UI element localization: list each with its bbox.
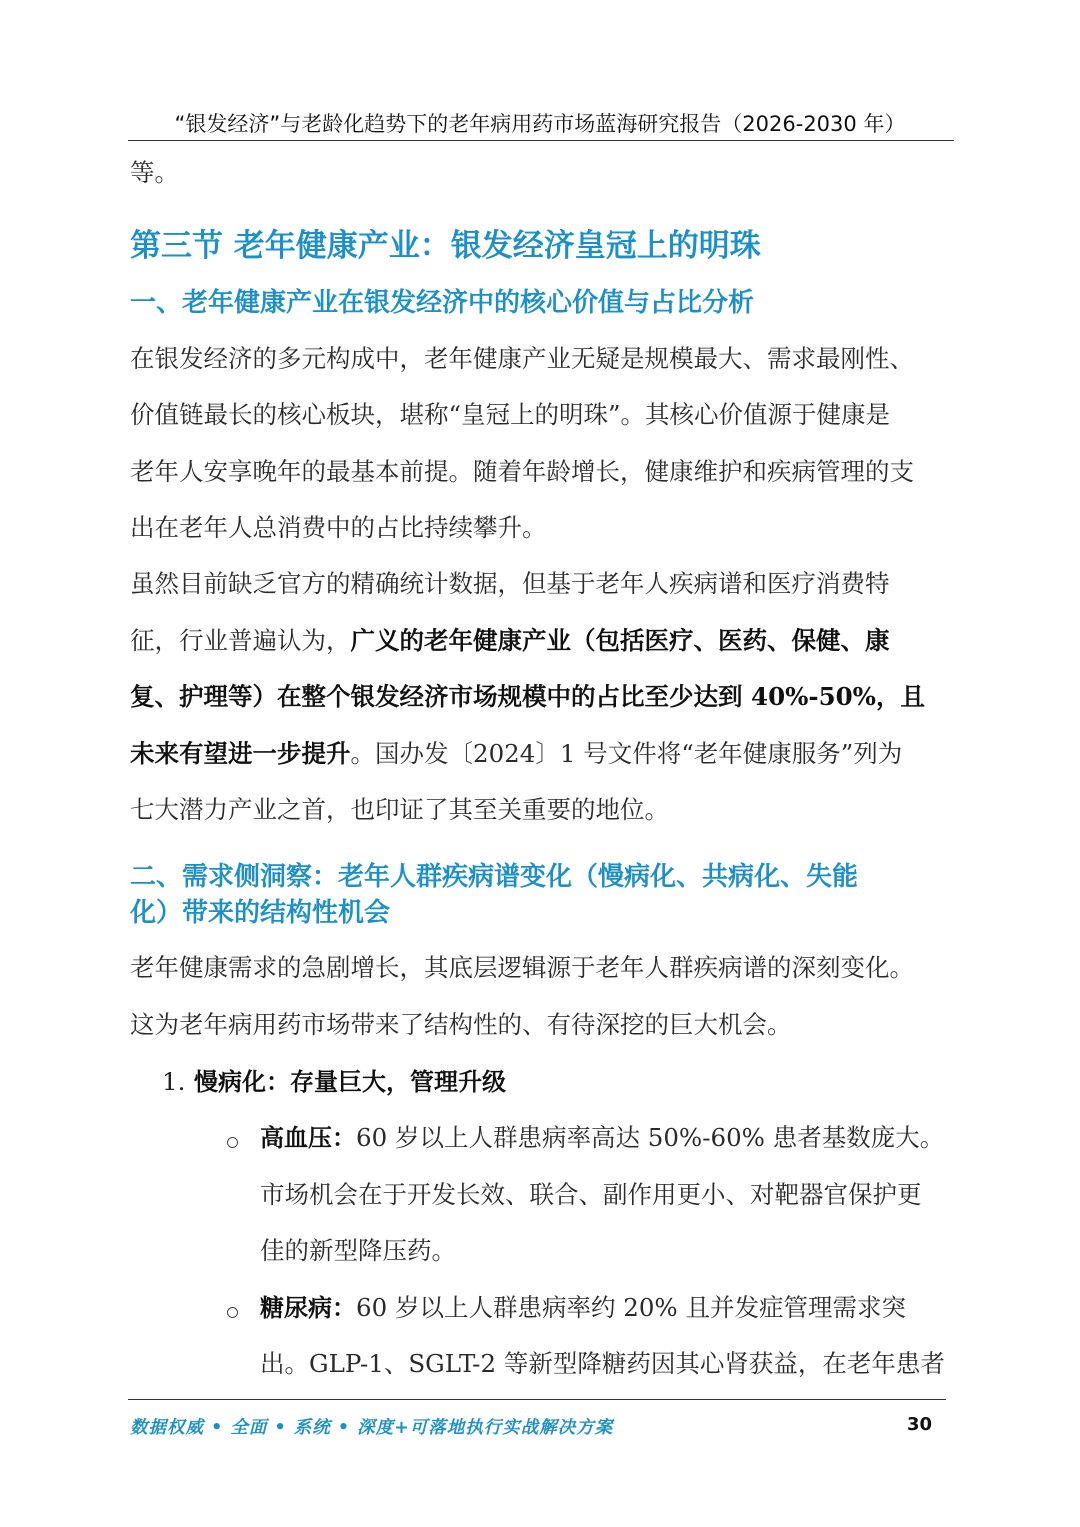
paragraph-3-line-2: 这为老年病用药市场带来了结构性的、有待深挖的巨大机会。 xyxy=(130,1010,792,1039)
subsection-1-title: 一、老年健康产业在银发经济中的核心价值与占比分析 xyxy=(130,288,755,318)
subsection-2-title-line-1: 二、需求侧洞察：老年人群疾病谱变化（慢病化、共病化、失能 xyxy=(130,862,859,892)
bullet-circle-icon xyxy=(227,1307,238,1318)
bullet-1-line-1 xyxy=(260,1110,944,1166)
bullet-2-line-2: 出。GLP-1、SGLT-2 等新型降糖药因其心肾获益，在老年患者 xyxy=(260,1349,945,1378)
paragraph-1-line-4: 出在老年人总消费中的占比持续攀升。 xyxy=(130,513,547,542)
bullet-1-line-1-text: 60 岁以上人群患病率高达 50%-60% 患者基数庞大。 xyxy=(356,1123,945,1152)
paragraph-3-line-1: 老年健康需求的急剧增长，其底层逻辑源于老年人群疾病谱的深刻变化。 xyxy=(130,953,914,982)
paragraph-2-line-5: 七大潜力产业之首，也印证了其至关重要的地位。 xyxy=(130,795,669,824)
paragraph-1-line-1: 在银发经济的多元构成中，老年健康产业无疑是规模最大、需求最刚性、 xyxy=(130,344,914,373)
paragraph-1-line-2: 价值链最长的核心板块，堪称“皇冠上的明珠”。其核心价值源于健康是 xyxy=(130,400,891,429)
continuation-text: 等。 xyxy=(130,158,179,187)
paragraph-2-line-3-emphasis: 复、护理等）在整个银发经济市场规模中的占比至少达到 40%-50%，且 xyxy=(130,682,925,711)
paragraph-1-line-3: 老年人安享晚年的最基本前提。随着年龄增长，健康维护和疾病管理的支 xyxy=(130,457,914,486)
page-number: 30 xyxy=(906,1414,932,1435)
section-title: 第三节 老年健康产业：银发经济皇冠上的明珠 xyxy=(130,228,761,264)
bullet-2-line-1 xyxy=(260,1280,906,1336)
paragraph-2-line-3 xyxy=(130,669,925,725)
paragraph-2-line-1: 虽然目前缺乏官方的精确统计数据，但基于老年人疾病谱和医疗消费特 xyxy=(130,569,890,598)
paragraph-2-line-4-normal: 。国办发〔2024〕1 号文件将“老年健康服务”列为 xyxy=(350,739,903,768)
paragraph-2-line-2 xyxy=(130,613,890,669)
bullet-circle-icon xyxy=(227,1137,238,1148)
paragraph-2-line-2-emphasis: 广义的老年健康产业（包括医疗、医药、保健、康 xyxy=(350,626,890,655)
list-item-1-number: 1. xyxy=(162,1067,186,1096)
bullet-1-line-3: 佳的新型降压药。 xyxy=(260,1236,456,1265)
bullet-1-lead: 高血压： xyxy=(260,1124,356,1152)
header-divider xyxy=(128,140,954,141)
subsection-2-title-line-2: 化）带来的结构性机会 xyxy=(130,898,391,928)
paragraph-2-line-4-emphasis: 未来有望进一步提升 xyxy=(130,739,351,768)
footer-slogan: 数据权威 • 全面 • 系统 • 深度+可落地执行实战解决方案 xyxy=(130,1418,614,1438)
paragraph-2-line-4 xyxy=(130,726,902,782)
report-header-title: “银发经济”与老龄化趋势下的老年病用药市场蓝海研究报告（2026-2030 年） xyxy=(174,112,906,136)
bullet-1-line-2: 市场机会在于开发长效、联合、副作用更小、对靶器官保护更 xyxy=(260,1180,922,1209)
list-item-1 xyxy=(162,1054,506,1110)
footer-divider xyxy=(128,1399,946,1400)
bullet-2-line-1-text: 60 岁以上人群患病率约 20% 且并发症管理需求突 xyxy=(356,1293,906,1322)
bullet-2-lead: 糖尿病： xyxy=(260,1294,356,1322)
list-item-1-label: 慢病化：存量巨大，管理升级 xyxy=(194,1068,506,1096)
paragraph-2-line-2-normal: 征，行业普遍认为， xyxy=(130,626,351,655)
